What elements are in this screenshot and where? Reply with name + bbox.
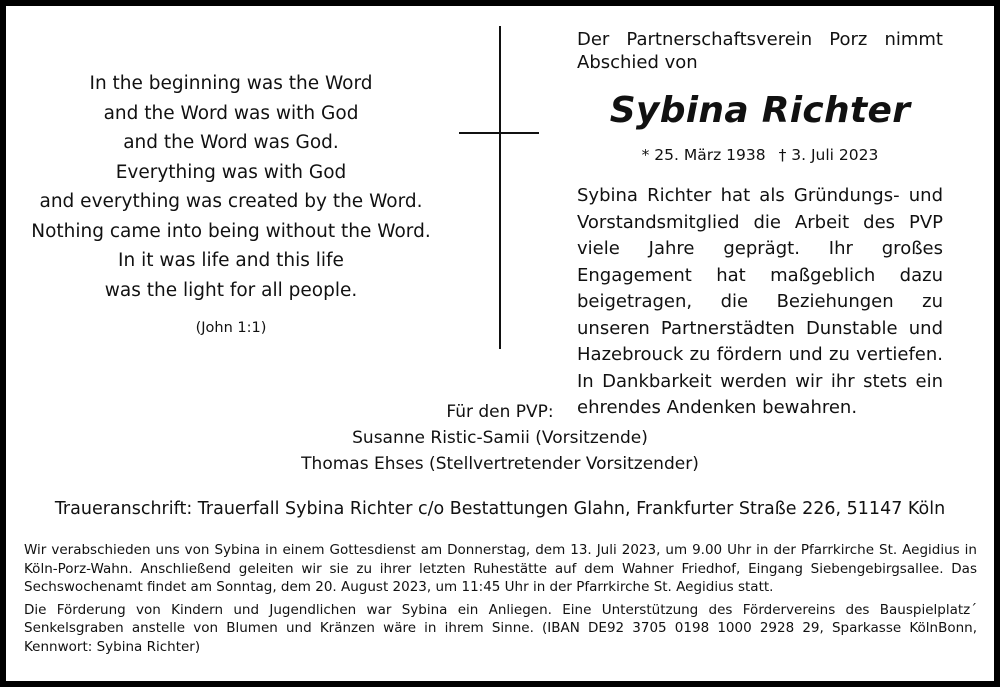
mourning-address: Traueranschrift: Trauerfall Sybina Richter c/o Bestattungen Glahn, Frankfurter Straße 226, 51147 Köln	[54, 499, 946, 519]
verse-line: and everything was created by the Word.	[39, 191, 423, 212]
verse-line: was the light for all people.	[104, 279, 358, 301]
verse-line: and the Word was with God	[103, 102, 359, 124]
signer-name: Thomas Ehses (Stellvertretender Vorsitzender)	[301, 454, 699, 474]
verse-line: Everything was with God	[115, 161, 347, 183]
cross-icon-bar	[459, 132, 539, 134]
cross-icon	[499, 26, 501, 349]
obituary-notice	[6, 6, 994, 681]
death-date: † 3. Juli 2023	[778, 146, 879, 164]
tribute-text: Sybina Richter hat als Gründungs- und Vorstandsmitglied die Arbeit des PVP viele Jahre geprägt. Ihr großes Engagement hat maßgeblich dazu beigetragen, die Beziehungen zu unseren Partnerstädten Dunstable und Hazebrouck zu fördern und zu vertiefen. In Dankbarkeit werden wir ihr stets ein ehrendes Andenken bewahren.	[577, 185, 943, 418]
deceased-name: Sybina Richter	[609, 90, 911, 131]
verse-citation: (John 1:1)	[195, 320, 267, 336]
donation-paragraph: Die Förderung von Kindern und Jugendlichen war Sybina ein Anliegen. Eine Unterstützung des Fördervereins des Bauspielplatz´ Senkelsgraben anstelle von Blumen und Kränzen wäre in ihrem Sinne. (IBAN DE92 3705 0198 1000 2928 29, Sparkasse KölnBonn, Kennwort: Sybina Richter)	[24, 601, 977, 655]
service-paragraph: Wir verabschieden uns von Sybina in einem Gottesdienst am Donnerstag, dem 13. Juli 2023, um 9.00 Uhr in der Pfarrkirche St. Aegidius in Köln-Porz-Wahn. Anschließend geleiten wir sie zu ihrer letzten Ruhestätte auf dem Wahner Friedhof, Eingang Siebengebirgsallee. Das Sechswochenamt findet am Sonntag, dem 20. August 2023, um 11:45 Uhr in der Pfarrkirche St. Aegidius statt.	[24, 542, 977, 595]
service-details	[24, 541, 977, 660]
verse-line: and the Word was God.	[123, 132, 339, 153]
verse-line: Nothing came into being without the Word.	[31, 220, 431, 242]
birth-date: * 25. März 1938	[641, 146, 766, 164]
signoff	[6, 399, 994, 477]
life-dates	[577, 146, 943, 164]
verse-line: In it was life and this life	[118, 250, 344, 271]
signer-name: Susanne Ristic-Samii (Vorsitzende)	[352, 428, 648, 448]
verse-line: In the beginning was the Word	[89, 73, 373, 94]
intro-text: Der Partnerschaftsverein Porz nimmt Abschied von	[577, 29, 943, 73]
bible-verse	[6, 69, 456, 305]
signoff-heading: Für den PVP:	[446, 402, 554, 422]
